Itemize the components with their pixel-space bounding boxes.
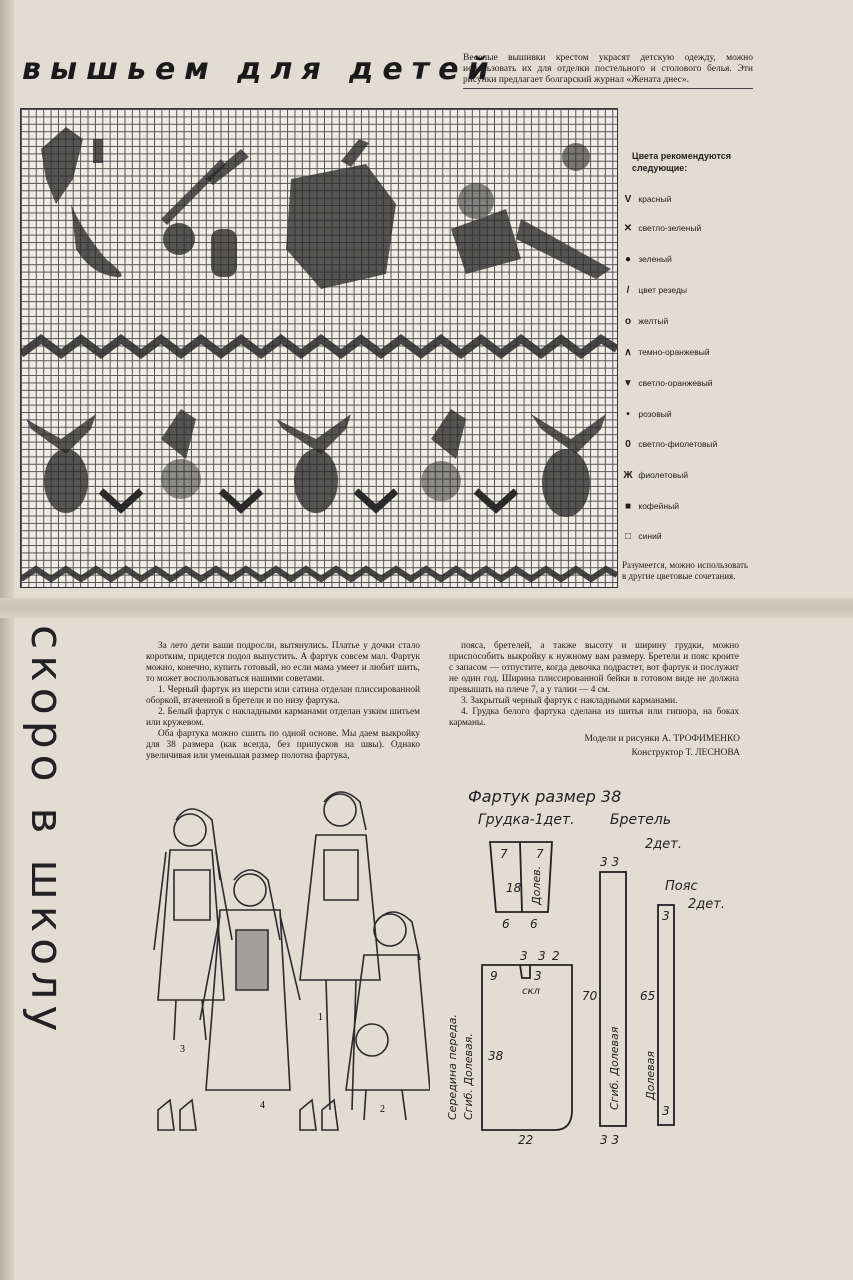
legend-item: [620, 192, 750, 206]
legend-item: [620, 529, 750, 543]
legend-label: розовый: [638, 409, 672, 419]
legend-label: зеленый: [638, 254, 672, 264]
legend-label: кофейный: [638, 501, 679, 511]
front-center-label: Середина переда.: [446, 1014, 459, 1120]
apron-pattern-diagram: [430, 780, 750, 1150]
belt-grain-label: Долевая: [644, 1051, 657, 1100]
legend-item: [620, 221, 750, 235]
dart-label: скл: [522, 986, 540, 997]
dim-label: 3: [538, 949, 546, 963]
belt-label: Пояс: [665, 879, 698, 894]
dim-label: 6: [502, 917, 510, 931]
pattern-title: Фартук размер 38: [468, 787, 622, 806]
legend-label: синий: [638, 531, 662, 541]
article-paragraph: За лето дети ваши подросли, вытянулись. Платье у дочки стало коротким, придется подол выпустить. А фартук совсем мал. Фартук можно, конечно, купить готовый, но если мама умеет и любит шить, то может воспользоваться нашими советами.: [146, 641, 420, 684]
legend-label: темно-оранжевый: [638, 347, 710, 357]
legend-symbol: ■: [624, 501, 632, 512]
dim-label: 3 3: [600, 855, 620, 869]
legend-symbol: ✕: [623, 223, 633, 234]
legend-label: красный: [638, 194, 672, 204]
dim-label: 18: [506, 881, 522, 895]
belt-piece: [658, 905, 674, 1125]
figure-number: 3: [180, 1044, 185, 1055]
legend-symbol: □: [624, 531, 632, 542]
cherry-stem-motif: [161, 159, 226, 225]
bottom-border-motif: [21, 569, 617, 579]
leaf-pair-motif: [26, 414, 96, 454]
legend-symbol: ▼: [623, 378, 633, 389]
legend-item: [620, 437, 750, 451]
apron-illustrations: [140, 790, 430, 1150]
embroidery-intro: Веселые вышивки крестом украсят детскую одежду, можно использовать их для отделки постельного и столового белья. Эти рисунки предлагает болгарский журнал «Жената днес».: [463, 53, 753, 85]
bib-grain-label: Долев.: [530, 865, 543, 905]
legend-symbol: ●: [624, 254, 632, 265]
pear-motif: [41, 127, 83, 204]
girl-figure-4: [200, 870, 300, 1090]
legend-item: [620, 314, 750, 328]
legend-label: фиолетовый: [638, 470, 688, 480]
legend-item: [620, 499, 750, 513]
dim-label: 38: [488, 1049, 504, 1063]
school-title-wrap: [14, 625, 74, 1145]
article-paragraph: 3. Закрытый черный фартук с накладными карманами.: [461, 696, 678, 706]
cross-stitch-chart: [20, 108, 618, 588]
legend-label: светло-зеленый: [638, 223, 702, 233]
article-paragraph: 4. Грудка белого фартука сделана из шитья или гипюра, на боках карманы.: [449, 707, 739, 728]
figure-number: 4: [260, 1100, 265, 1111]
dim-label: 22: [518, 1133, 534, 1147]
legend-item: [620, 468, 750, 482]
legend-symbol: •: [626, 409, 630, 420]
credit-constructor: Конструктор Т. ЛЕСНОВА: [631, 748, 740, 758]
pear-body-motif: [71, 204, 122, 277]
dim-label: 3 3: [600, 1133, 620, 1147]
legend-label: желтый: [638, 316, 669, 326]
girl-figure-2: [346, 912, 430, 1120]
flower-motif: [458, 183, 494, 219]
strap-count: 2дет.: [645, 837, 682, 852]
legend-label: светло-фиолетовый: [638, 439, 718, 449]
dim-label: 3: [534, 969, 542, 983]
dim-label: 7: [536, 847, 544, 861]
legend-item: [620, 283, 750, 297]
article-column-1: [146, 641, 420, 762]
cherry-left-motif: [163, 223, 195, 255]
article-paragraph: Оба фартука можно сшить по одной основе. Мы даем выкройку для 38 размера (как всегда, без припусков на швы). Однако увеличивая или уменьшая размер полотна фартука,: [146, 729, 420, 761]
dim-label: 9: [490, 969, 498, 983]
legend-symbol: 0: [625, 439, 631, 450]
girl-figure-1: [300, 792, 380, 1110]
school-title: скоро в школу: [21, 625, 72, 1038]
legend-symbol: ∧: [624, 347, 632, 358]
dim-label: 3: [520, 949, 528, 963]
bib-label: Грудка-1дет.: [478, 812, 575, 828]
embroidery-title: вышьем для детей: [22, 52, 498, 87]
legend-symbol: Ж: [623, 470, 633, 481]
legend-symbol: o: [624, 316, 632, 327]
figure-number: 2: [380, 1104, 385, 1115]
legend-item: [620, 407, 750, 421]
page-edge: [0, 0, 14, 1280]
legend-symbol: /: [626, 285, 630, 296]
legend-label: светло-оранжевый: [638, 378, 713, 388]
intro-divider: [463, 88, 753, 89]
color-legend: [620, 108, 750, 586]
credit-model: Модели и рисунки А. ТРОФИМЕНКО: [584, 734, 740, 744]
legend-title: Цвета рекомендуются следующие:: [632, 151, 731, 173]
figure-number: 1: [318, 1012, 323, 1023]
zigzag-border-motif: [21, 339, 617, 354]
apple-motif: [286, 164, 396, 289]
legend-item: [620, 252, 750, 266]
article-paragraph: 1. Черный фартук из шерсти или сатина отделан плиссированной оборкой, втаченной в бретели и по низу фартука.: [146, 685, 420, 706]
stitch-motifs: [21, 109, 617, 587]
legend-item: [620, 376, 750, 390]
article-paragraph: пояса, бретелей, а также высоту и ширину грудки, можно приспособить выкройку к нужному вам размеру. Бретели и пояс кроите с запасом — отпустите, когда девочка подрастет, вот фартук и послужит не один год. Ширина плиссированной бейки в готовом виде не должна превышать на плече 7, а у талии — 4 см.: [449, 641, 739, 695]
article-paragraph: 2. Белый фартук с накладными карманами отделан узким шитьем или кружевом.: [146, 707, 420, 728]
strap-label: Бретель: [610, 812, 672, 828]
dim-label: 3: [662, 1104, 670, 1118]
legend-item: [620, 345, 750, 359]
page-fold: [0, 598, 853, 618]
belt-count: 2дет.: [688, 897, 725, 912]
dim-label: 6: [530, 917, 538, 931]
dim-label: 7: [500, 847, 508, 861]
dim-label: 65: [640, 989, 656, 1003]
legend-symbol: V: [624, 194, 632, 205]
strap-grain-label: Сгиб. Долевая: [608, 1026, 621, 1110]
dim-label: 3: [662, 909, 670, 923]
girl-figure-3: [154, 809, 232, 1040]
dim-label: 70: [582, 989, 598, 1003]
fold-grain-label: Сгиб. Долевая.: [462, 1033, 475, 1120]
credits: [520, 732, 740, 760]
article-column-2: [449, 641, 739, 729]
legend-note: Разумеется, можно использовать в другие цветовые сочетания.: [622, 560, 748, 581]
dim-label: 2: [552, 949, 560, 963]
legend-label: цвет резеды: [638, 285, 688, 295]
